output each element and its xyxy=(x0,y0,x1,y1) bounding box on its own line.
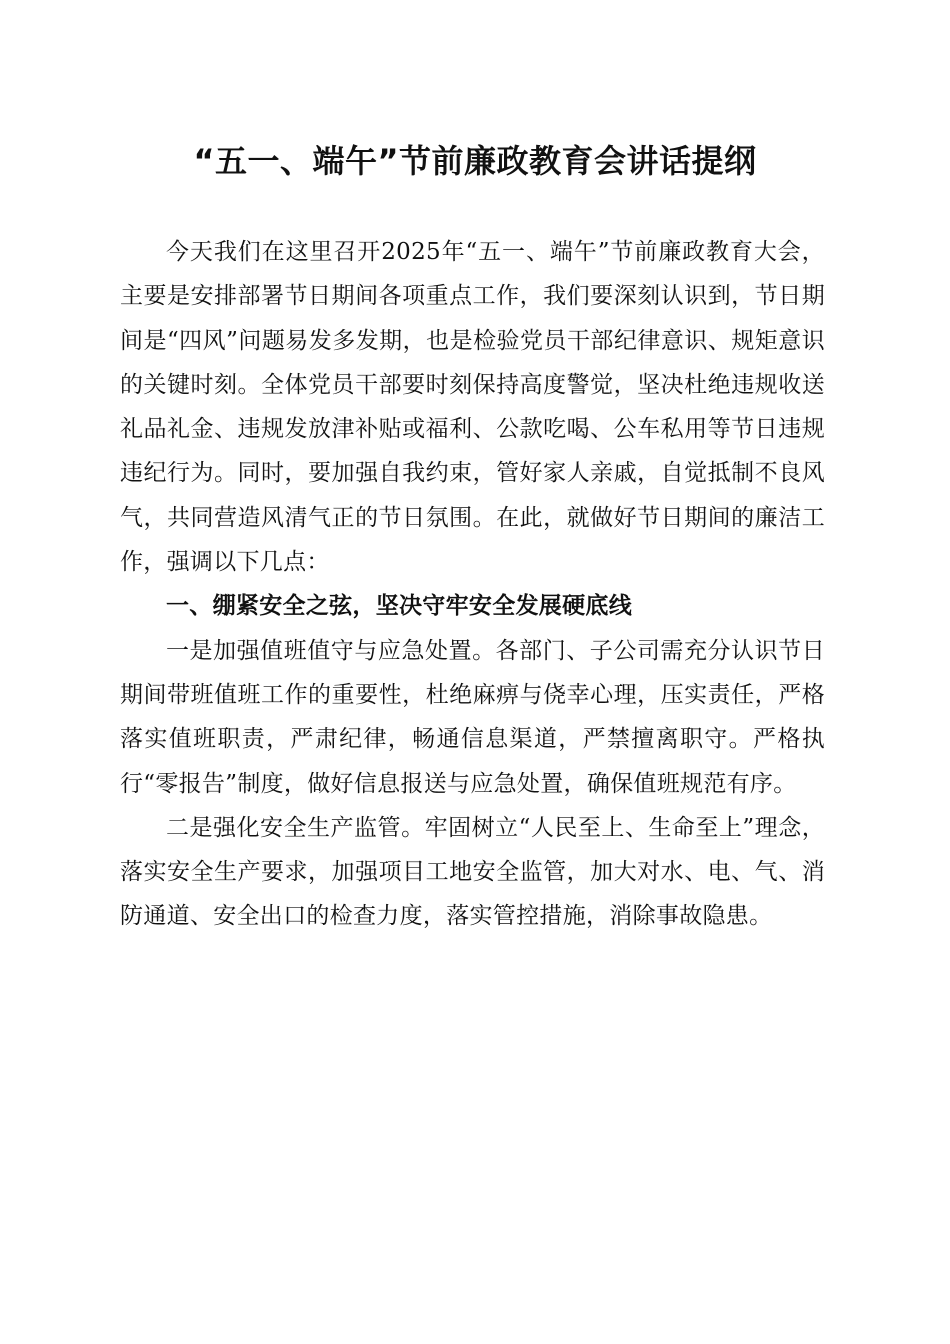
point-paragraph-1: 一是加强值班值守与应急处置。各部门、子公司需充分认识节日期间带班值班工作的重要性，杜绝麻痹与侥幸心理，压实责任，严格落实值班职责，严肃纪律，畅通信息渠道，严禁擅离职守。严格执行“零报告”制度，做好信息报送与应急处置，确保值班规范有序。 xyxy=(120,637,825,797)
section-heading-1: 一、绷紧安全之弦，坚决守牢安全发展硬底线 xyxy=(166,593,632,620)
point-paragraph-2: 二是强化安全生产监管。牢固树立“人民至上、生命至上”理念，落实安全生产要求，加强项目工地安全监管，加大对水、电、气、消防通道、安全出口的检查力度，落实管控措施，消除事故隐患。 xyxy=(120,814,825,930)
intro-paragraph: 今天我们在这里召开2025年“五一、端午”节前廉政教育大会，主要是安排部署节日期间各项重点工作，我们要深刻认识到，节日期间是“四风”问题易发多发期，也是检验党员干部纪律意识、规矩意识的关键时刻。全体党员干部要时刻保持高度警觉，坚决杜绝违规收送礼品礼金、违规发放津补贴或福利、公款吃喝、公车私用等节日违规违纪行为。同时，要加强自我约束，管好家人亲戚，自觉抵制不良风气，共同营造风清气正的节日氛围。在此，就做好节日期间的廉洁工作，强调以下几点： xyxy=(120,239,825,576)
document-body xyxy=(120,230,825,939)
document-title: “五一、端午”节前廉政教育会讲话提纲 xyxy=(193,142,757,180)
